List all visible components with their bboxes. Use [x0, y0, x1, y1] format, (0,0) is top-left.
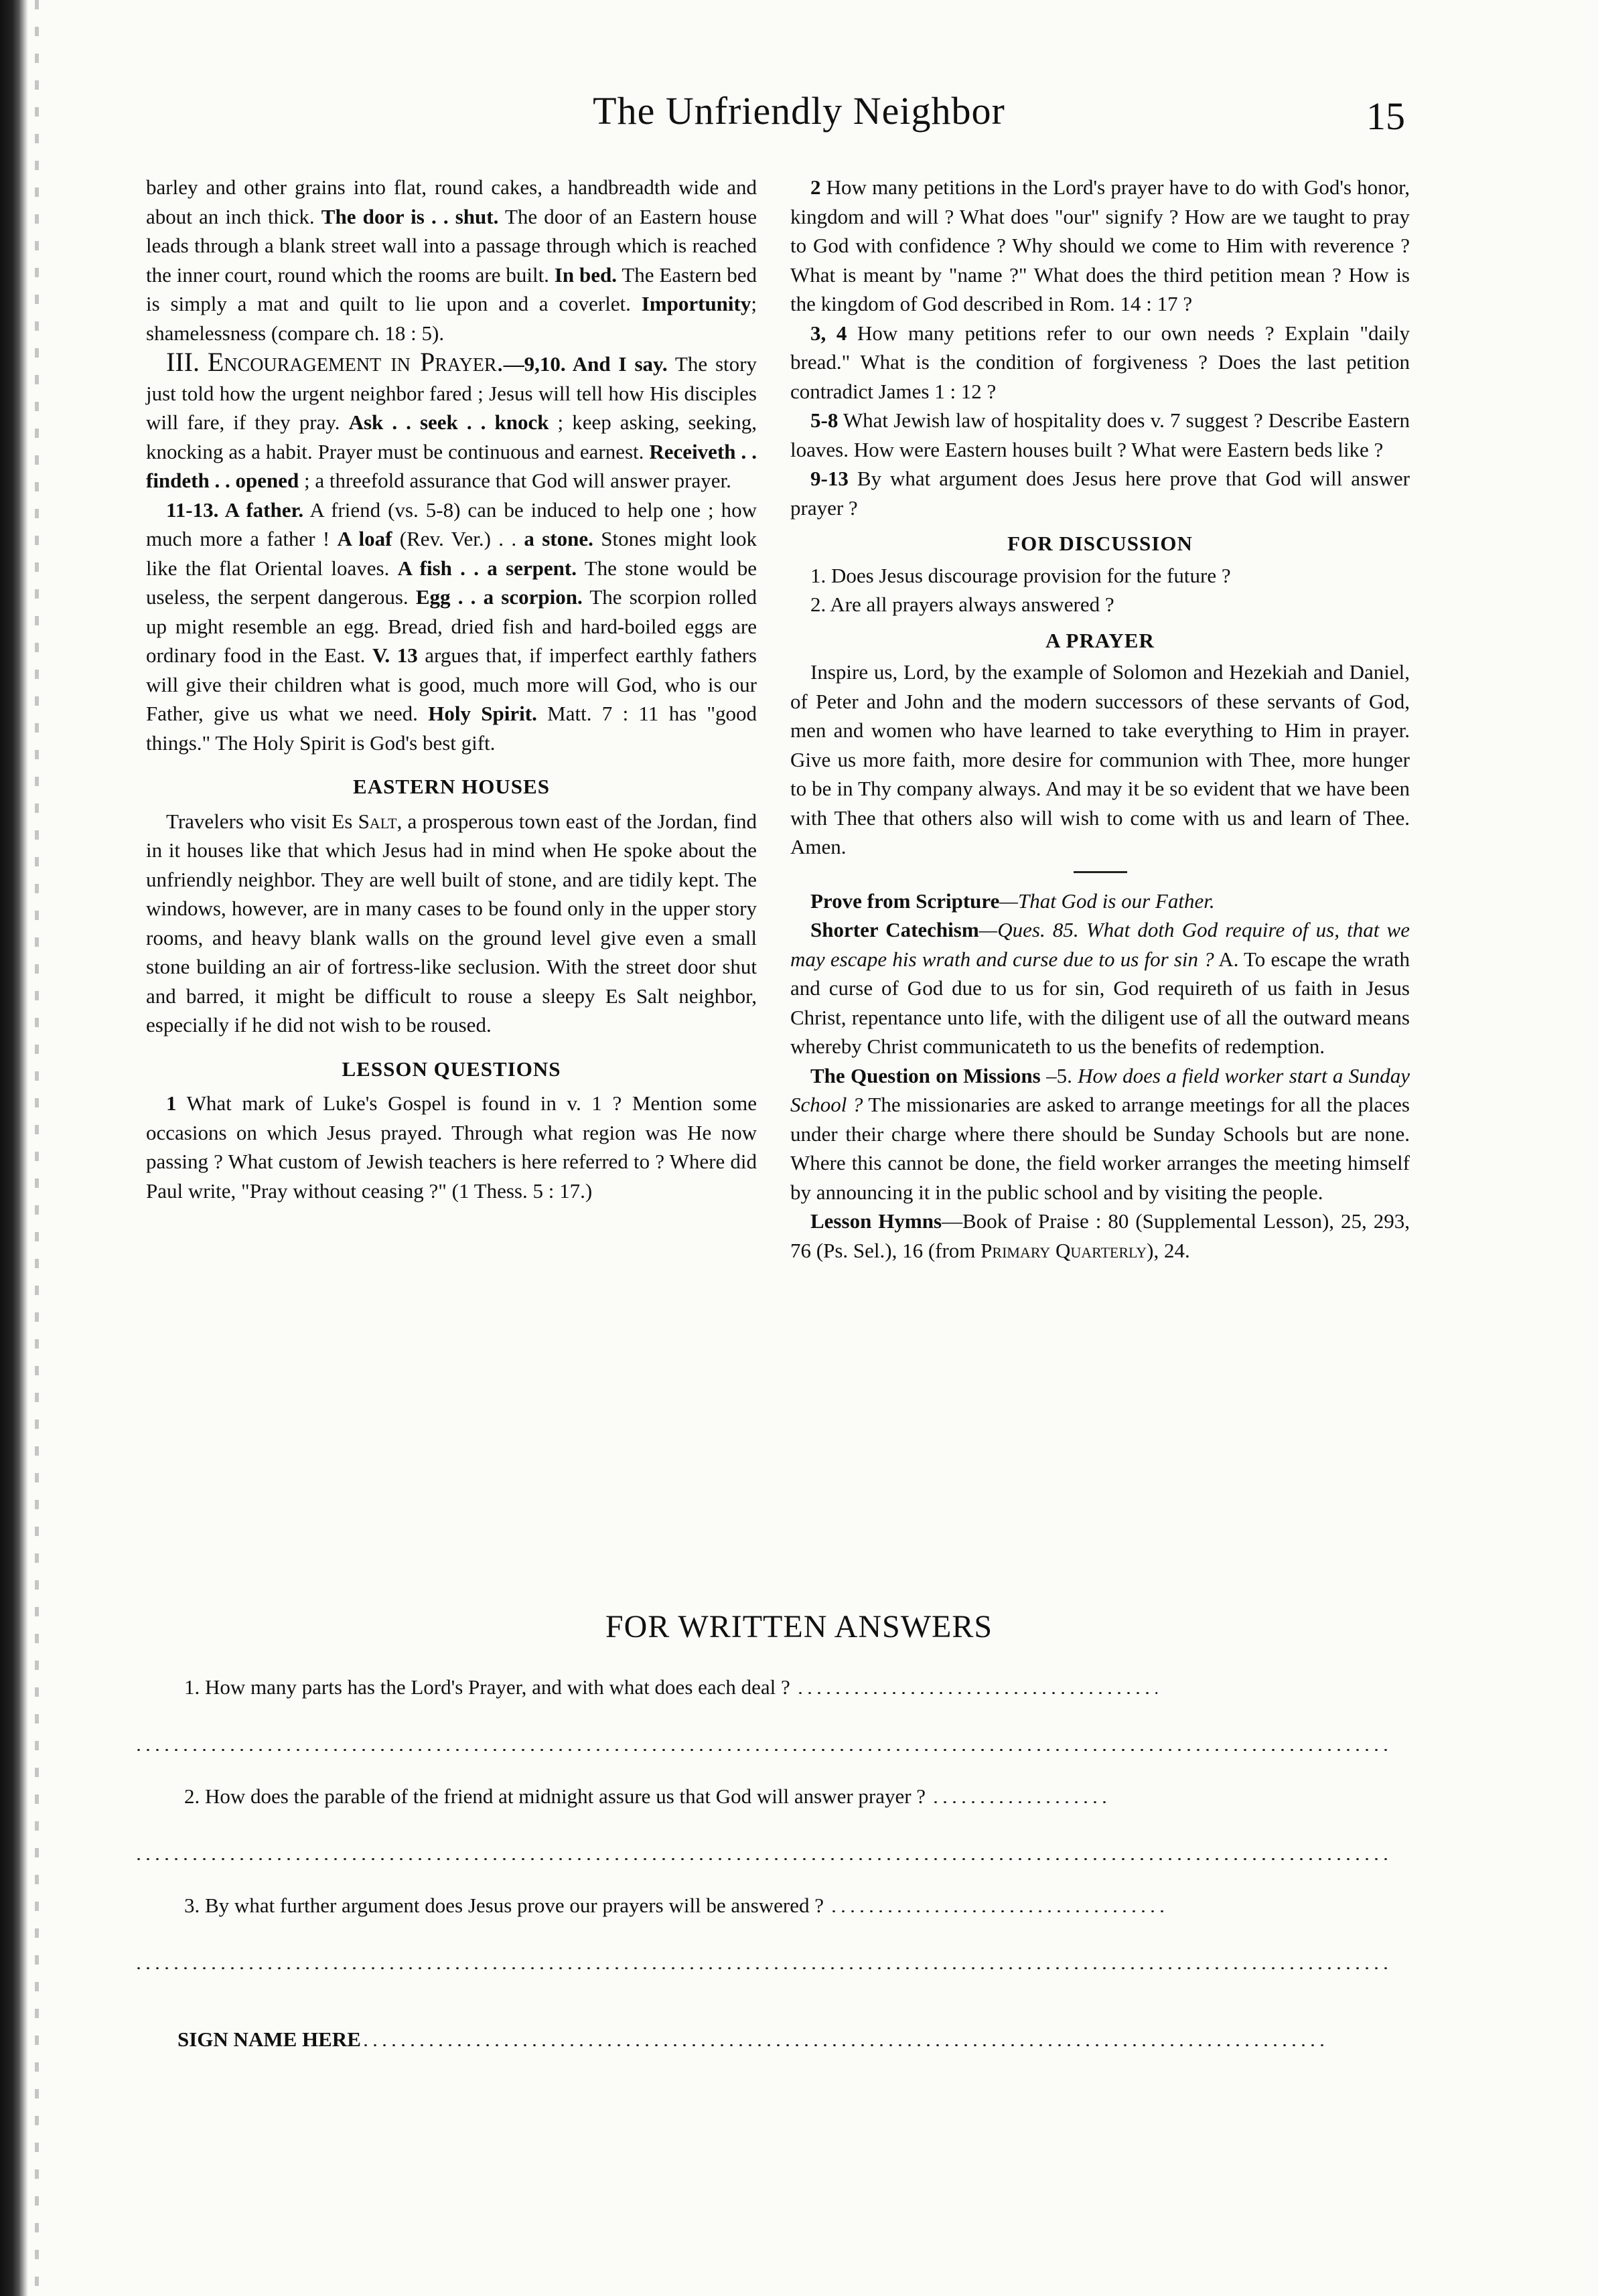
- written-answers-heading: FOR WRITTEN ANSWERS: [605, 1609, 993, 1644]
- signature-line: [361, 2044, 1325, 2046]
- lesson-question: 9-13 By what argument does Jesus here prove that God will answer prayer ?: [790, 467, 1410, 520]
- commentary-paragraph: barley and other grains into flat, round cakes, a handbreadth wide and about an inch thick. The door is . . shut. The door of an Eastern house leads through a blank street wall into a passage through which is reached the inner court, round which the rooms are built. In bed. The Eastern bed is simply a mat and quilt to lie upon and a coverlet. Importunity; shamelessness (compare ch. 18 : 5).: [146, 175, 757, 345]
- book-spine-edge: [0, 0, 28, 2296]
- right-column: [790, 173, 1410, 1265]
- prove-from-scripture: Prove from Scripture—That God is our Father.: [810, 889, 1215, 913]
- written-question-2: 2. How does the parable of the friend at midnight assure us that God will answer prayer ?: [184, 1784, 1112, 1809]
- answer-line[interactable]: [134, 1967, 1393, 1969]
- written-question-1: 1. How many parts has the Lord's Prayer, and with what does each deal ?: [184, 1675, 1157, 1699]
- page-number: 15: [1366, 94, 1405, 138]
- divider-rule: [1074, 871, 1127, 873]
- sign-name-line[interactable]: SIGN NAME HERE: [177, 2027, 1325, 2052]
- section-heading-for-discussion: FOR DISCUSSION: [1007, 532, 1193, 555]
- section-heading-eastern-houses: EASTERN HOUSES: [353, 775, 550, 798]
- answer-line: [829, 1910, 1164, 1912]
- commentary-paragraph: III. Encouragement in Prayer.—9,10. And I say. The story just told how the urgent neighbor fared ; Jesus will tell how His disciples will fare, if they pray. Ask . . seek . . knock ; keep asking, seeking, knocking as a habit. Prayer must be continuous and earnest. Receiveth . . findeth . . opened ; a threefold assurance that God will answer prayer.: [146, 347, 757, 492]
- shorter-catechism: Shorter Catechism—Ques. 85. What doth God require of us, that we may escape his wrath and curse due to us for sin ? A. To escape the wrath and curse of God due to us for sin, God requireth of us faith in Jesus Christ, repentance unto life, with the diligent use of all the outward means whereby Christ communicateth to us the benefits of redemption.: [790, 918, 1410, 1058]
- binding-marks: [35, 0, 39, 2296]
- written-question-3: 3. By what further argument does Jesus prove our prayers will be answered ?: [184, 1894, 1164, 1918]
- section-heading-a-prayer: A PRAYER: [1045, 628, 1155, 652]
- section-heading-lesson-questions: LESSON QUESTIONS: [342, 1057, 561, 1081]
- discussion-item: 1. Does Jesus discourage provision for the future ?: [810, 563, 1231, 587]
- lesson-question: 2 How many petitions in the Lord's prayer have to do with God's honor, kingdom and will ? What does "our" signify ? How are we taught to pray to God with confidence ? Why should we come to Him with reverence ? What is meant by "name ?" What does the third petition mean ? How is the kingdom of God described in Rom. 14 : 17 ?: [790, 175, 1410, 315]
- commentary-paragraph: 11-13. A father. A friend (vs. 5-8) can be induced to help one ; how much more a father ! A loaf (Rev. Ver.) . . a stone. Stones might look like the flat Oriental loaves. A fish . . a serpent. The stone would be useless, the serpent dangerous. Egg . . a scorpion. The scorpion rolled up might resemble an egg. Bread, dried fish and hard-boiled eggs are ordinary food in the East. V. 13 argues that, if imperfect earthly fathers will give their children what is good, much more will God, who is our Father, give us what we need. Holy Spirit. Matt. 7 : 11 has "good things." The Holy Spirit is God's best gift.: [146, 498, 757, 755]
- lesson-question: 1 What mark of Luke's Gospel is found in v. 1 ? Mention some occasions on which Jesus prayed. Through what region was He now passing ? What custom of Jewish teachers is here referred to ? Where did Paul write, "Pray without ceasing ?" (1 Thess. 5 : 17.): [146, 1091, 757, 1203]
- answer-line[interactable]: [134, 1858, 1393, 1860]
- lesson-question: 5-8 What Jewish law of hospitality does v. 7 suggest ? Describe Eastern loaves. How were Eastern houses built ? What were Eastern beds like ?: [790, 408, 1410, 461]
- page-title: The Unfriendly Neighbor: [593, 89, 1005, 133]
- answer-line[interactable]: [134, 1749, 1393, 1751]
- missions-question: The Question on Missions –5. How does a field worker start a Sunday School ? The missionaries are asked to arrange meetings for all the places under their charge where there should be Sunday Schools but are none. Where this cannot be done, the field worker arranges the meeting himself by announcing it in the public school and by visiting the people.: [790, 1063, 1410, 1204]
- eastern-houses-paragraph: Travelers who visit Es Salt, a prosperous town east of the Jordan, find in it houses like that which Jesus had in mind when He spoke about the unfriendly neighbor. They are well built of stone, and are tidily kept. The windows, however, are in many cases to be found only in the upper story rooms, and heavy blank walls on the ground level give even a small stone building an air of fortress-like seclusion. With the street door shut and barred, it might be difficult to rouse a sleepy Es Salt neighbor, especially if he did not wish to be roused.: [146, 809, 757, 1037]
- lesson-hymns: Lesson Hymns—Book of Praise : 80 (Supplemental Lesson), 25, 293, 76 (Ps. Sel.), 16 (from Primary Quarterly), 24.: [790, 1209, 1410, 1262]
- left-column: [146, 173, 757, 1205]
- discussion-item: 2. Are all prayers always answered ?: [810, 593, 1114, 616]
- prayer-paragraph: Inspire us, Lord, by the example of Solomon and Hezekiah and Daniel, of Peter and John and the modern successors of these servants of God, men and women who have learned to take everything to Him in prayer. Give us more faith, more desire for communion with Thee, more hunger to be in Thy company always. And may it be so evident that we have been with Thee that others also will wish to come with us and learn of Thee. Amen.: [790, 660, 1410, 858]
- answer-line: [931, 1801, 1112, 1803]
- answer-line: [796, 1692, 1157, 1694]
- lesson-question: 3, 4 How many petitions refer to our own needs ? Explain "daily bread." What is the condition of forgiveness ? Does the last petition contradict James 1 : 12 ?: [790, 321, 1410, 403]
